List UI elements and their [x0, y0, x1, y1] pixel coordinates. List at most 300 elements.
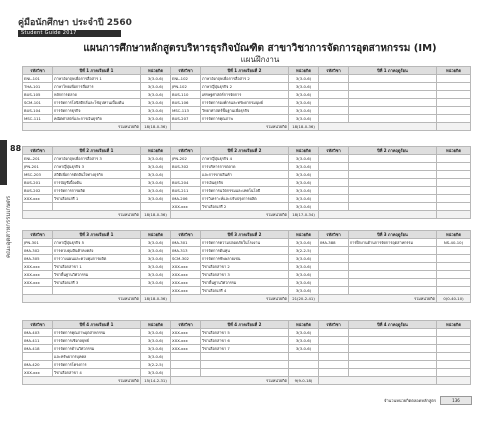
- course-code: IMA-388: [319, 239, 349, 247]
- total-credits: 9(9-0-18): [289, 377, 319, 385]
- term-title: ปีที่ 2 ภาคฤดูร้อน: [349, 147, 437, 155]
- course-name: การจัดการโครงการ: [53, 361, 141, 369]
- course-credits: 3(3-0-6): [141, 155, 171, 163]
- course-name: [349, 83, 437, 91]
- course-name: [349, 179, 437, 187]
- course-credits: [437, 287, 471, 295]
- course-name: การจัดการคุณภาพอุตสาหกรรม: [53, 329, 141, 337]
- course-code: IMA-206: [171, 195, 201, 203]
- col-header-code: รหัสวิชา: [319, 321, 349, 329]
- total-label: [319, 123, 437, 131]
- course-name: วิชาพื้นฐานวิศวกรรม: [201, 279, 289, 287]
- course-code: [23, 287, 53, 295]
- total-label: [319, 377, 437, 385]
- course-code: JPN-201: [23, 163, 53, 171]
- table-row: [23, 99, 471, 107]
- course-code: [171, 361, 201, 369]
- course-name: การจัดการด้านวิศวกรรม: [53, 345, 141, 353]
- course-credits: 3(3-0-6): [141, 263, 171, 271]
- table-row: [23, 279, 471, 287]
- course-code: BUS-105: [23, 91, 53, 99]
- col-header-credits: หน่วยกิต: [437, 231, 471, 239]
- total-row: [23, 123, 471, 131]
- course-name: การจัดการความปลอดภัยในโรงงาน: [201, 239, 289, 247]
- course-credits: 3(3-0-6): [289, 163, 319, 171]
- col-header-code: รหัสวิชา: [319, 67, 349, 75]
- term-title: ปีที่ 4 ภาคฤดูร้อน: [349, 321, 437, 329]
- guide-header: [18, 15, 132, 37]
- course-code: XXX-xxx: [171, 345, 201, 353]
- course-credits: 3(3-0-6): [141, 247, 171, 255]
- course-code: [319, 287, 349, 295]
- table-row: [23, 187, 471, 195]
- course-credits: [437, 329, 471, 337]
- table-row: [23, 75, 471, 83]
- course-name: คณิตศาสตร์และการเงินธุรกิจ: [53, 115, 141, 123]
- course-credits: 3(3-0-6): [141, 115, 171, 123]
- course-code: IMA-411: [23, 337, 53, 345]
- course-name: การฝึกงานด้านการจัดการอุตสาหกรรม: [349, 239, 437, 247]
- course-credits: [437, 279, 471, 287]
- course-name: [349, 263, 437, 271]
- course-code: [319, 353, 349, 361]
- course-credits: 3(3-0-6): [289, 187, 319, 195]
- course-name: ภาษาญี่ปุ่นธุรกิจ 2: [201, 83, 289, 91]
- course-credits: 3(3-0-6): [141, 179, 171, 187]
- term-title: ปีที่ 1 ภาคเรียนที่ 2: [201, 67, 289, 75]
- course-credits: 3(3-0-6): [289, 107, 319, 115]
- course-credits: [437, 255, 471, 263]
- total-label: รวมหน่วยกิต: [171, 123, 289, 131]
- course-code: JPN-202: [171, 155, 201, 163]
- course-credits: 3(2-2-5): [141, 361, 171, 369]
- year-table: [22, 320, 471, 385]
- course-name: วิชาเลือกเสรี 1: [53, 195, 141, 203]
- col-header-credits: หน่วยกิต: [141, 67, 171, 75]
- table-row: [23, 155, 471, 163]
- table-row: [23, 255, 471, 263]
- course-code: MSC-113: [171, 107, 201, 115]
- course-code: ENL-201: [23, 155, 53, 163]
- course-credits: 3(3-0-6): [289, 287, 319, 295]
- course-code: XXX-xxx: [171, 271, 201, 279]
- total-credits: 18(18-0-36): [289, 123, 319, 131]
- course-code: XXX-xxx: [171, 203, 201, 211]
- course-code: BUS-302: [171, 163, 201, 171]
- term-title: ปีที่ 1 ภาคเรียนที่ 1: [53, 67, 141, 75]
- total-credits: 15(14-2-31): [141, 377, 171, 385]
- course-credits: 3(3-0-6): [289, 75, 319, 83]
- total-credits: 18(18-0-36): [141, 211, 171, 219]
- course-code: [319, 337, 349, 345]
- course-name: [349, 99, 437, 107]
- course-code: [319, 91, 349, 99]
- course-code: SCM-101: [23, 99, 53, 107]
- total-label: รวมหน่วยกิต: [23, 377, 141, 385]
- total-row: [23, 377, 471, 385]
- course-credits: 3(3-0-6): [141, 83, 171, 91]
- course-code: BUS-104: [23, 107, 53, 115]
- course-credits: 3(3-0-6): [141, 239, 171, 247]
- course-name: [349, 369, 437, 377]
- term-title: ปีที่ 3 ภาคฤดูร้อน: [349, 231, 437, 239]
- side-tab-bar: [0, 140, 7, 185]
- course-name: วิชาเลือกสาขา 3: [201, 271, 289, 279]
- col-header-code: รหัสวิชา: [23, 67, 53, 75]
- table-row: [23, 329, 471, 337]
- total-label: รวมหน่วยกิต: [171, 211, 289, 219]
- course-name: [349, 75, 437, 83]
- course-credits: [437, 187, 471, 195]
- total-label: รวมหน่วยกิต: [23, 295, 141, 303]
- course-credits: 3(3-0-6): [141, 195, 171, 203]
- course-name: [349, 271, 437, 279]
- course-name: [201, 369, 289, 377]
- col-header-credits: หน่วยกิต: [141, 147, 171, 155]
- table-row: [23, 195, 471, 203]
- col-header-credits: หน่วยกิต: [437, 321, 471, 329]
- course-name: การบัญชีเบื้องต้น: [53, 179, 141, 187]
- table-row: [23, 115, 471, 123]
- course-name: ภาษาไทยเพื่อการสื่อสาร: [53, 83, 141, 91]
- term-title: ปีที่ 2 ภาคเรียนที่ 2: [201, 147, 289, 155]
- course-name: วิชาเลือกเสรี 3: [53, 279, 141, 287]
- course-credits: 3(3-0-6): [289, 255, 319, 263]
- course-code: [319, 115, 349, 123]
- course-name: การจัดการองค์กรและทรัพยากรมนุษย์: [201, 99, 289, 107]
- course-code: [319, 255, 349, 263]
- table-row: [23, 345, 471, 353]
- course-code: MSC-111: [23, 115, 53, 123]
- course-name: การจัดการต้นทุน: [201, 247, 289, 255]
- course-code: XXX-xxx: [171, 329, 201, 337]
- course-code: BUS-211: [171, 187, 201, 195]
- course-code: MSC-203: [23, 171, 53, 179]
- total-label: รวมหน่วยกิต: [171, 377, 289, 385]
- course-credits: [437, 271, 471, 279]
- course-code: XXX-xxx: [23, 195, 53, 203]
- course-credits: 3(3-0-6): [289, 263, 319, 271]
- course-credits: 3(3-0-6): [141, 279, 171, 287]
- course-name: วิชาพื้นฐานวิศวกรรม: [53, 271, 141, 279]
- grand-total-label: จำนวนหน่วยกิตตลอดหลักสูตร: [383, 398, 436, 403]
- total-credits: [437, 211, 471, 219]
- course-code: [23, 203, 53, 211]
- course-name: [53, 287, 141, 295]
- course-credits: 3(3-0-6): [289, 279, 319, 287]
- course-name: [349, 255, 437, 263]
- year-table: [22, 230, 471, 303]
- course-code: [319, 107, 349, 115]
- total-credits: [437, 377, 471, 385]
- course-credits: [289, 353, 319, 361]
- course-credits: [141, 287, 171, 295]
- term-title: ปีที่ 4 ภาคเรียนที่ 1: [53, 321, 141, 329]
- table-row: [23, 263, 471, 271]
- course-code: [319, 187, 349, 195]
- col-header-code: รหัสวิชา: [23, 231, 53, 239]
- course-credits: [437, 195, 471, 203]
- course-name: การบริหารการตลาด: [201, 163, 289, 171]
- table-row: [23, 337, 471, 345]
- course-code: [171, 171, 201, 179]
- course-name: [349, 353, 437, 361]
- course-code: XXX-xxx: [23, 369, 53, 377]
- side-tab: [0, 140, 22, 260]
- side-label: คณะอุตสาหกรรมเกษตร: [5, 195, 12, 258]
- course-credits: 3(2-2-5): [289, 247, 319, 255]
- guide-title-en: Student Guide 2017: [18, 30, 121, 37]
- course-credits: 3(3-0-6): [289, 83, 319, 91]
- course-credits: 3(3-0-6): [141, 329, 171, 337]
- course-code: [319, 179, 349, 187]
- course-name: ภาษาญี่ปุ่นธุรกิจ 4: [201, 155, 289, 163]
- course-credits: [437, 99, 471, 107]
- total-label: รวมหน่วยกิต: [23, 211, 141, 219]
- course-credits: [437, 179, 471, 187]
- table-row: [23, 107, 471, 115]
- course-credits: 3(3-0-6): [289, 239, 319, 247]
- course-name: การจัดการธุรกิจ: [53, 107, 141, 115]
- page-number: 88: [10, 144, 22, 153]
- course-credits: 3(3-0-6): [141, 163, 171, 171]
- guide-title: คู่มือนักศึกษา ประจำปี 2560: [18, 18, 132, 28]
- course-credits: 3(3-0-6): [289, 115, 319, 123]
- course-credits: 3(3-0-6): [289, 155, 319, 163]
- course-code: BUS-106: [171, 99, 201, 107]
- course-code: XXX-xxx: [171, 337, 201, 345]
- total-credits: 21(20-2-41): [289, 295, 319, 303]
- course-name: [201, 361, 289, 369]
- table-row: [23, 203, 471, 211]
- course-credits: [437, 155, 471, 163]
- col-header-code: รหัสวิชา: [171, 231, 201, 239]
- course-name: [349, 247, 437, 255]
- course-credits: [437, 353, 471, 361]
- course-code: [319, 99, 349, 107]
- course-credits: 3(3-0-6): [141, 187, 171, 195]
- course-name: ภาษาญี่ปุ่นธุรกิจ 5: [53, 239, 141, 247]
- course-name: [349, 171, 437, 179]
- total-label: รวมหน่วยกิต: [23, 123, 141, 131]
- course-name: การวางแผนและควบคุมการผลิต: [53, 255, 141, 263]
- course-code: BUS-204: [171, 179, 201, 187]
- col-header-code: รหัสวิชา: [23, 321, 53, 329]
- course-code: THA-101: [23, 83, 53, 91]
- course-code: [319, 163, 349, 171]
- total-credits: 18(17-0-34): [289, 211, 319, 219]
- course-name: การควบคุมสินค้าคงคลัง: [53, 247, 141, 255]
- course-code: [319, 361, 349, 369]
- table-row: [23, 91, 471, 99]
- total-label: รวมหน่วยกิต: [319, 295, 437, 303]
- course-name: การเงินธุรกิจ: [201, 179, 289, 187]
- course-code: XXX-xxx: [23, 263, 53, 271]
- total-row: [23, 295, 471, 303]
- course-code: XXX-xxx: [171, 263, 201, 271]
- col-header-code: รหัสวิชา: [319, 147, 349, 155]
- course-name: วิชาเลือกเสรี 2: [201, 203, 289, 211]
- course-code: [319, 279, 349, 287]
- course-name: [349, 155, 437, 163]
- course-credits: 3(3-0-6): [141, 75, 171, 83]
- course-code: [171, 353, 201, 361]
- course-code: [319, 263, 349, 271]
- term-title: ปีที่ 4 ภาคเรียนที่ 2: [201, 321, 289, 329]
- course-code: BUS-110: [171, 91, 201, 99]
- col-header-credits: หน่วยกิต: [289, 321, 319, 329]
- col-header-code: รหัสวิชา: [23, 147, 53, 155]
- course-name: วิทยาศาสตร์พื้นฐานเพื่อธุรกิจ: [201, 107, 289, 115]
- total-credits: 0(0-40-10): [437, 295, 471, 303]
- course-credits: [437, 263, 471, 271]
- course-code: IMA-420: [23, 361, 53, 369]
- term-title: ปีที่ 2 ภาคเรียนที่ 1: [53, 147, 141, 155]
- course-code: SCM-302: [171, 255, 201, 263]
- course-name: [349, 203, 437, 211]
- course-code: IMA-305: [23, 255, 53, 263]
- table-row: [23, 83, 471, 91]
- course-credits: 3(3-0-6): [289, 99, 319, 107]
- course-credits: [437, 361, 471, 369]
- course-code: [319, 171, 349, 179]
- course-name: การจัดการนวัตกรรมและเทคโนโลยี: [201, 187, 289, 195]
- course-credits: [437, 345, 471, 353]
- course-name: ภาษาอังกฤษเพื่อการสื่อสาร 3: [53, 155, 141, 163]
- course-code: [319, 369, 349, 377]
- col-header-code: รหัสวิชา: [171, 67, 201, 75]
- course-credits: 3(3-0-6): [289, 171, 319, 179]
- course-name: วิชาเลือกเสรี 4: [201, 287, 289, 295]
- total-credits: [437, 123, 471, 131]
- course-credits: [141, 203, 171, 211]
- course-code: JPN-102: [171, 83, 201, 91]
- total-row: [23, 211, 471, 219]
- course-credits: NS-40-10): [437, 239, 471, 247]
- course-credits: [289, 369, 319, 377]
- course-name: วิชาเลือกสาขา 4: [53, 369, 141, 377]
- course-name: วิชาเลือกสาขา 1: [53, 263, 141, 271]
- course-code: [319, 83, 349, 91]
- course-credits: [437, 75, 471, 83]
- course-code: [319, 155, 349, 163]
- course-name: [53, 203, 141, 211]
- course-code: IMA-403: [23, 329, 53, 337]
- table-row: [23, 247, 471, 255]
- course-name: [349, 187, 437, 195]
- col-header-credits: หน่วยกิต: [289, 231, 319, 239]
- course-credits: [437, 91, 471, 99]
- course-name: [349, 115, 437, 123]
- course-name: การวิเคราะห์และปรับปรุงการผลิต: [201, 195, 289, 203]
- course-credits: 3(3-0-6): [289, 179, 319, 187]
- total-credits: 18(18-0-36): [141, 295, 171, 303]
- course-credits: [437, 369, 471, 377]
- course-name: การจัดการโลจิสติกส์และโซ่อุปทานเบื้องต้น: [53, 99, 141, 107]
- course-code: ENL-101: [23, 75, 53, 83]
- course-name: ภาษาอังกฤษเพื่อการสื่อสาร 1: [53, 75, 141, 83]
- course-name: [349, 279, 437, 287]
- table-row: [23, 271, 471, 279]
- course-name: ภาษาอังกฤษเพื่อการสื่อสาร 2: [201, 75, 289, 83]
- table-row: [23, 369, 471, 377]
- course-code: IMA-302: [23, 247, 53, 255]
- table-row: [23, 353, 471, 361]
- term-title: ปีที่ 3 ภาคเรียนที่ 1: [53, 231, 141, 239]
- course-credits: 3(3-0-6): [141, 255, 171, 263]
- course-code: IMA-418: [23, 345, 53, 353]
- course-credits: 3(3-0-6): [141, 171, 171, 179]
- grand-total-value: 136: [440, 396, 472, 405]
- course-credits: 3(3-0-6): [289, 195, 319, 203]
- course-code: BUS-207: [171, 115, 201, 123]
- col-header-code: รหัสวิชา: [319, 231, 349, 239]
- course-credits: [437, 247, 471, 255]
- col-header-code: รหัสวิชา: [171, 147, 201, 155]
- course-code: ENL-102: [171, 75, 201, 83]
- course-code: XXX-xxx: [23, 279, 53, 287]
- table-row: [23, 361, 471, 369]
- course-code: [319, 329, 349, 337]
- course-credits: 3(3-0-6): [141, 369, 171, 377]
- course-credits: 3(3-0-6): [141, 345, 171, 353]
- total-label: [319, 211, 437, 219]
- course-code: [171, 369, 201, 377]
- course-credits: [437, 115, 471, 123]
- year-table: [22, 66, 471, 131]
- col-header-credits: หน่วยกิต: [141, 231, 171, 239]
- course-credits: [437, 107, 471, 115]
- course-credits: 3(3-0-6): [141, 337, 171, 345]
- course-credits: 3(3-0-6): [289, 329, 319, 337]
- course-code: IMA-301: [171, 239, 201, 247]
- col-header-credits: หน่วยกิต: [437, 147, 471, 155]
- course-credits: [437, 337, 471, 345]
- course-code: [319, 195, 349, 203]
- course-code: [319, 247, 349, 255]
- course-code: XXX-xxx: [171, 287, 201, 295]
- course-name: วิชาเลือกสาขา 5: [201, 329, 289, 337]
- course-credits: 3(3-0-6): [141, 91, 171, 99]
- course-credits: 3(3-0-6): [141, 99, 171, 107]
- course-name: [349, 337, 437, 345]
- term-title: ปีที่ 1 ภาคฤดูร้อน: [349, 67, 437, 75]
- course-credits: [437, 171, 471, 179]
- course-name: [349, 329, 437, 337]
- course-name: [349, 361, 437, 369]
- course-name: และการขายสินค้า: [201, 171, 289, 179]
- total-credits: 18(18-0-36): [141, 123, 171, 131]
- course-credits: 3(3-0-6): [289, 345, 319, 353]
- course-credits: [437, 83, 471, 91]
- course-credits: [289, 361, 319, 369]
- course-name: ภาษาญี่ปุ่นธุรกิจ 3: [53, 163, 141, 171]
- course-name: [201, 353, 289, 361]
- course-credits: [437, 203, 471, 211]
- course-code: [319, 271, 349, 279]
- table-row: [23, 287, 471, 295]
- page-title: แผนการศึกษาหลักสูตรบริหารธุรกิจบัณฑิต สาขาวิชาการจัดการอุตสาหกรรม (IM): [83, 43, 437, 54]
- grand-total: [336, 396, 471, 404]
- total-label: รวมหน่วยกิต: [171, 295, 289, 303]
- page-subtitle: แผนฝึกงาน: [240, 55, 280, 64]
- course-code: IMA-313: [171, 247, 201, 255]
- course-code: XXX-xxx: [23, 271, 53, 279]
- course-credits: 3(3-0-6): [289, 337, 319, 345]
- col-header-credits: หน่วยกิต: [437, 67, 471, 75]
- term-title: ปีที่ 3 ภาคเรียนที่ 2: [201, 231, 289, 239]
- course-code: [319, 75, 349, 83]
